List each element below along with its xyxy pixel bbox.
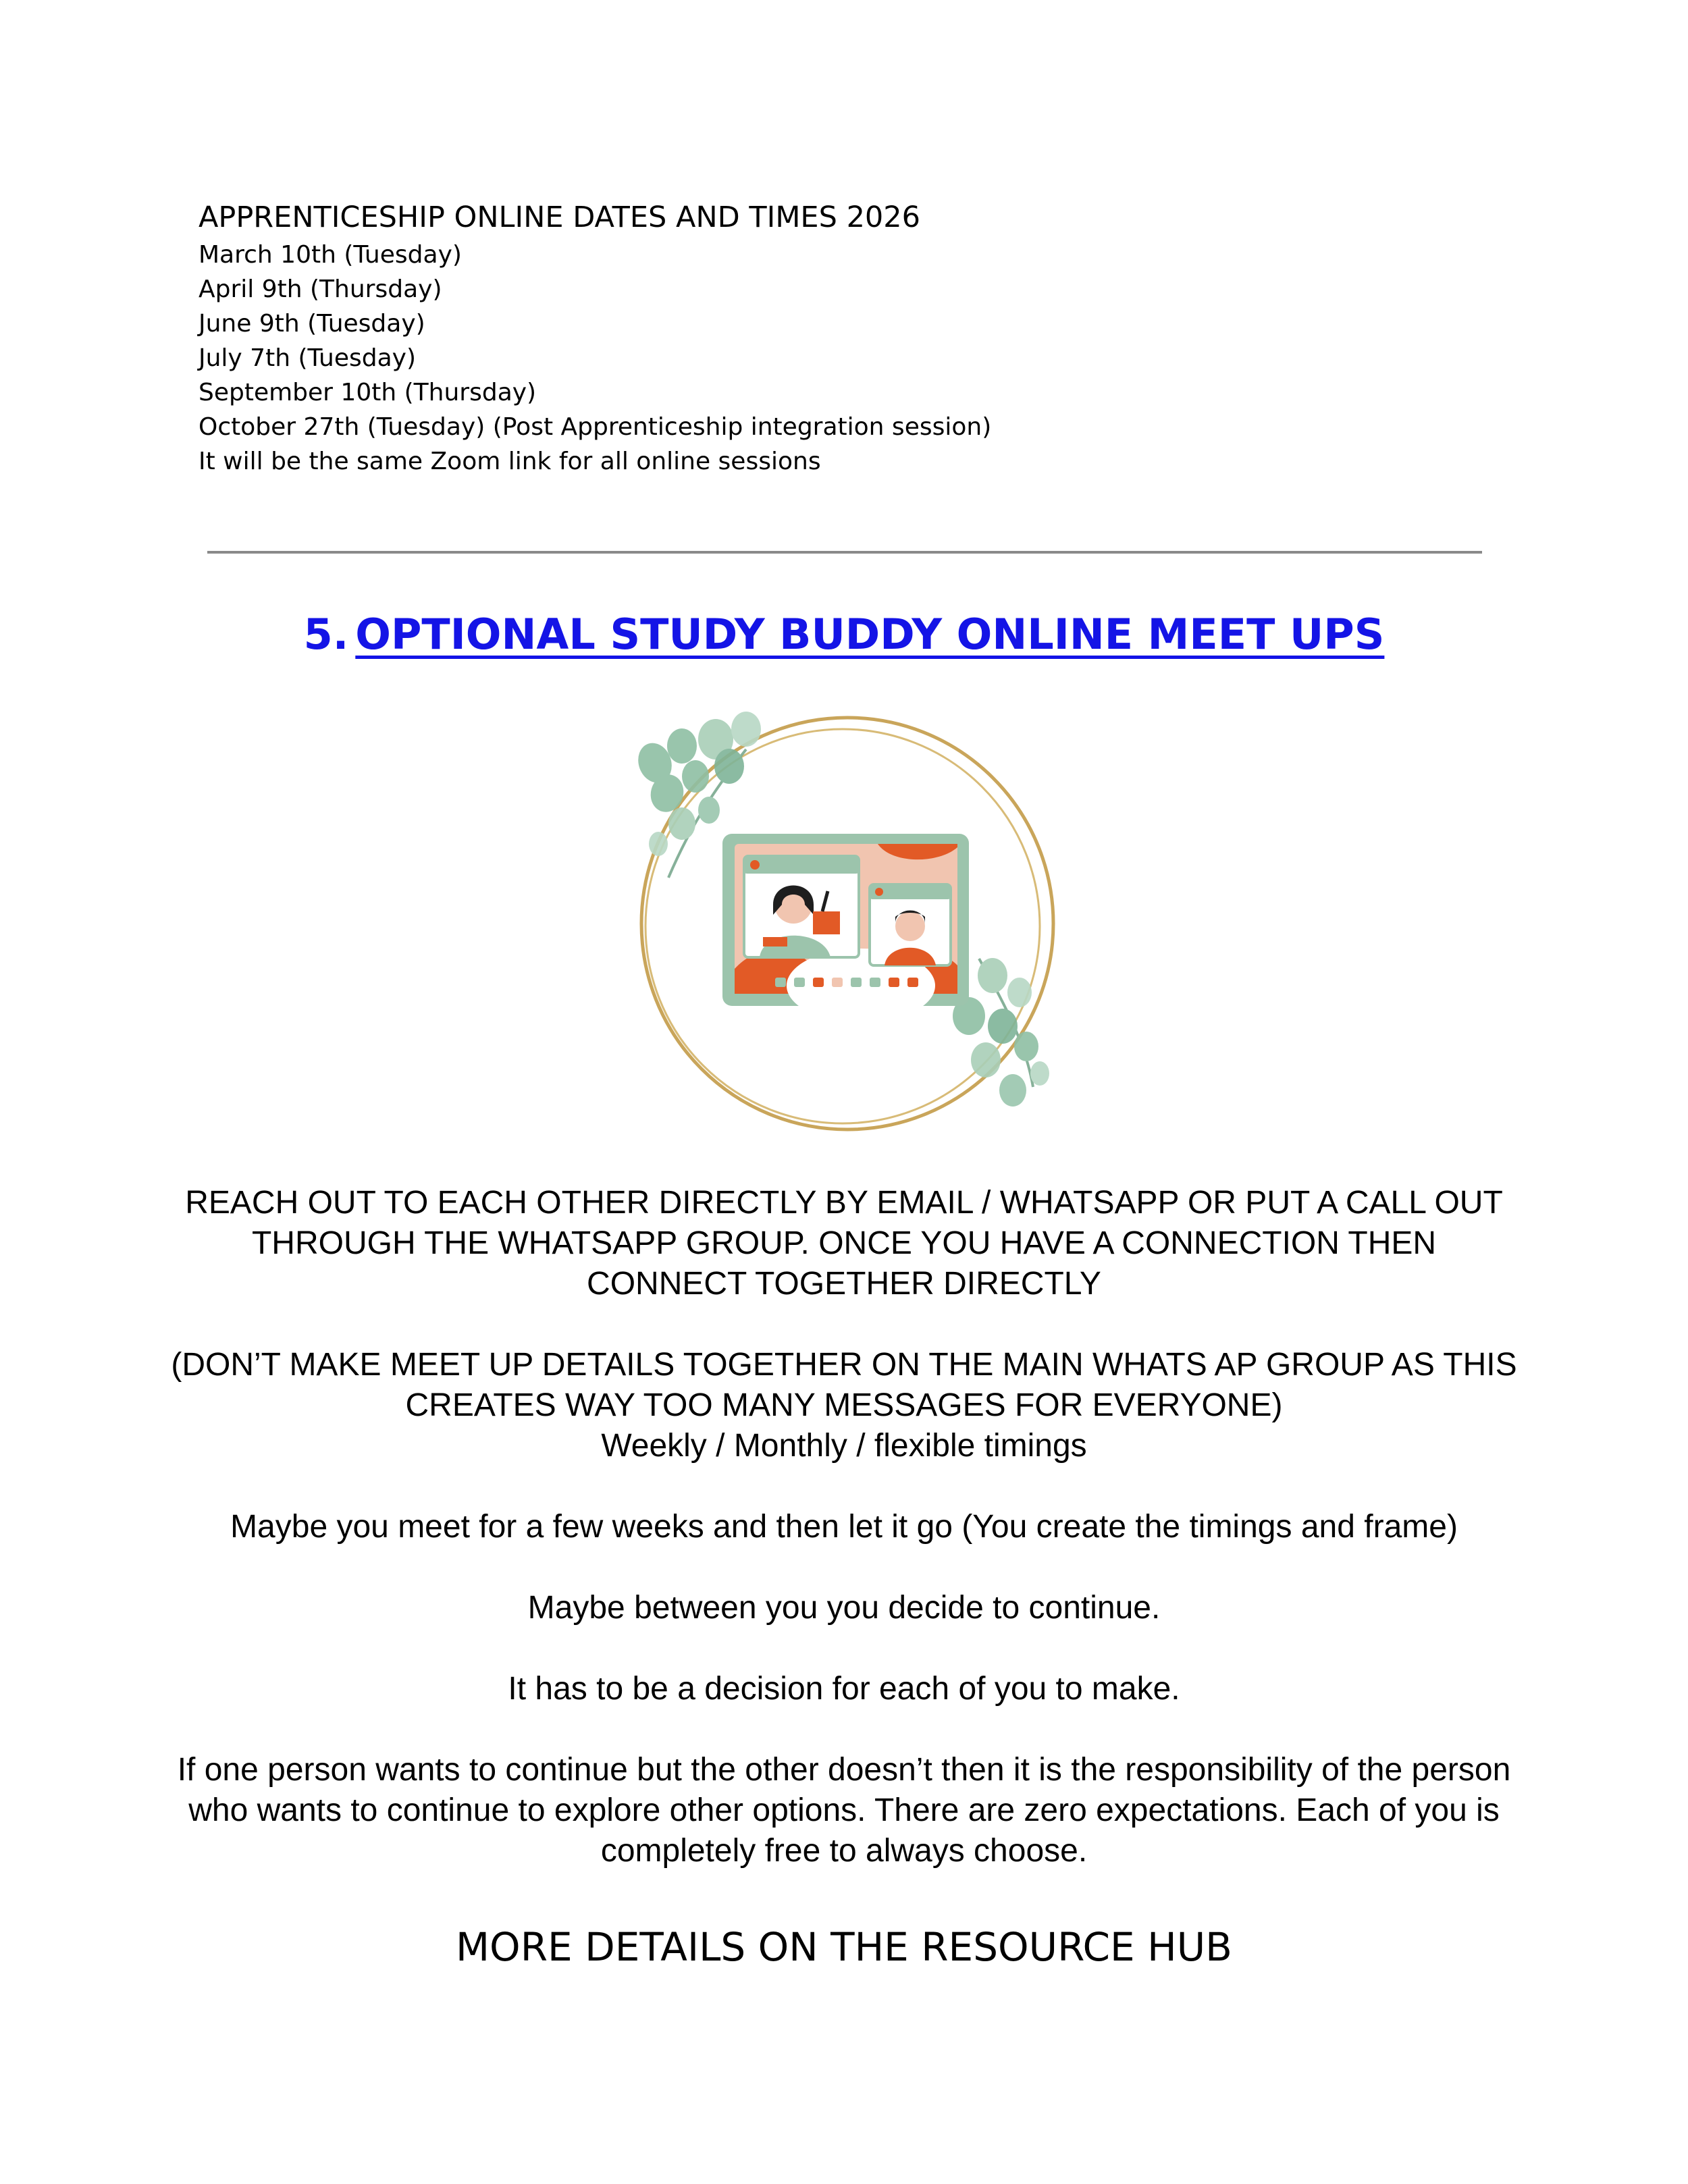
dates-list xyxy=(199,238,1481,444)
call-toolbar-icon xyxy=(756,978,918,987)
continue-paragraph: Maybe between you you decide to continue. xyxy=(527,1590,1161,1626)
section-number: 5. xyxy=(303,610,349,659)
decision-paragraph: It has to be a decision for each of you to make. xyxy=(508,1671,1180,1707)
apprenticeship-dates-section xyxy=(199,197,1481,479)
date-item: April 9th (Thursday) xyxy=(199,275,442,303)
whatsapp-note-paragraph: (DON’T MAKE MEET UP DETAILS TOGETHER ON THE MAIN WHATS AP GROUP AS THIS CREATES WAY TOO MANY MESSAGES FOR EVERYONE) xyxy=(171,1347,1517,1423)
study-buddy-link[interactable]: OPTIONAL STUDY BUDDY ONLINE MEET UPS xyxy=(355,610,1385,659)
horizontal-divider xyxy=(207,551,1482,554)
timings-paragraph: Weekly / Monthly / flexible timings xyxy=(601,1428,1087,1464)
zoom-link-note: It will be the same Zoom link for all online sessions xyxy=(199,448,821,475)
meet-few-weeks-paragraph: Maybe you meet for a few weeks and then let it go (You create the timings and frame) xyxy=(230,1509,1458,1545)
reach-out-paragraph: REACH OUT TO EACH OTHER DIRECTLY BY EMAIL / WHATSAPP OR PUT A CALL OUT THROUGH THE WHATSAPP GROUP. ONCE YOU HAVE A CONNECTION THEN CONNECT TOGETHER DIRECTLY xyxy=(185,1185,1503,1302)
date-item: March 10th (Tuesday) xyxy=(199,241,462,269)
date-item: September 10th (Thursday) xyxy=(199,379,537,406)
video-call-illustration-icon xyxy=(628,709,1060,1134)
date-item: July 7th (Tuesday) xyxy=(199,344,417,372)
resource-hub-note: MORE DETAILS ON THE RESOURCE HUB xyxy=(456,1924,1232,1970)
date-item: June 9th (Tuesday) xyxy=(199,310,425,338)
section-heading xyxy=(0,608,1688,662)
date-item: October 27th (Tuesday) (Post Apprenticeship integration session) xyxy=(199,413,992,441)
responsibility-paragraph: If one person wants to continue but the other doesn’t then it is the responsibility of the person who wants to continue to explore other options. There are zero expectations. Each of you is completely free to always choose. xyxy=(177,1752,1511,1869)
study-buddy-guidance xyxy=(169,1183,1519,1871)
dates-title: APPRENTICESHIP ONLINE DATES AND TIMES 2026 xyxy=(199,201,920,234)
